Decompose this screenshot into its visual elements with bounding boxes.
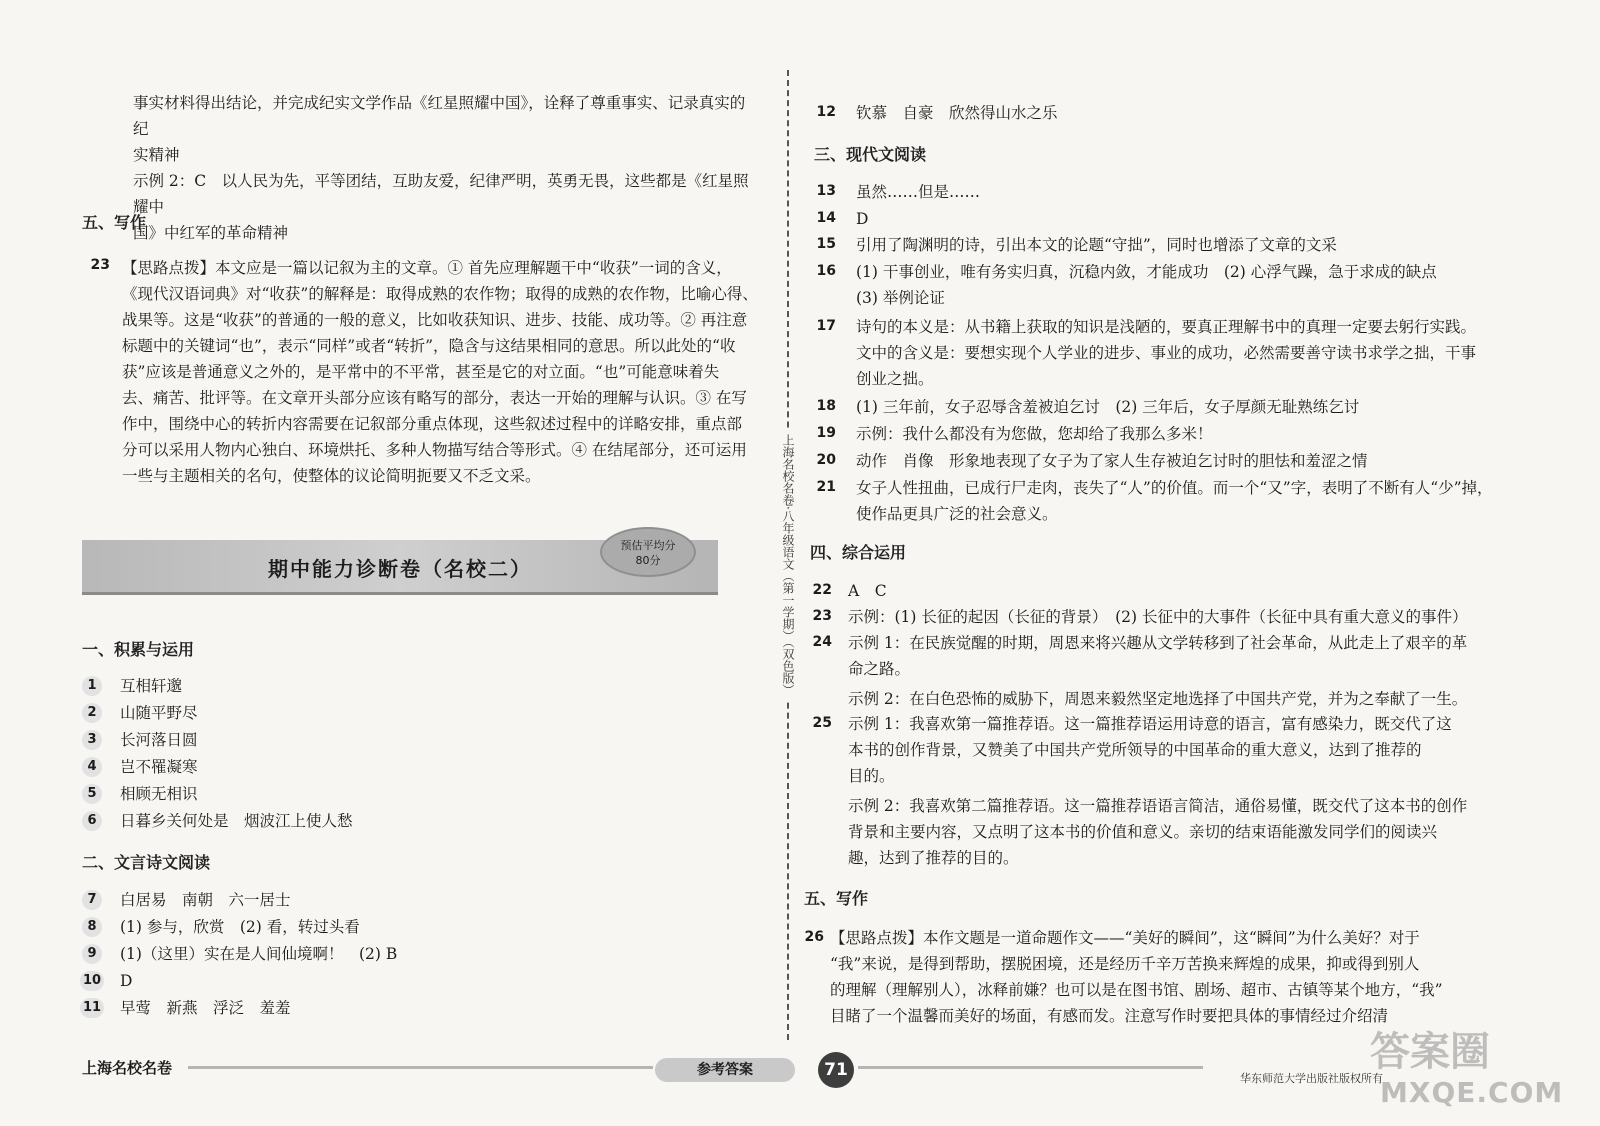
question-number: 26 xyxy=(804,929,824,945)
text-line: 动作 肖像 形象地表现了女子为了家人生存被迫乞讨时的胆怯和羞涩之情 xyxy=(856,452,1368,470)
answer-text xyxy=(856,206,1586,232)
answer-text xyxy=(856,232,1586,258)
text-line: 本书的创作背景，又赞美了中国共产党所领导的中国革命的重大意义，达到了推荐的 xyxy=(848,741,1422,759)
answer-text xyxy=(848,630,1588,712)
answer-text: D xyxy=(120,972,133,990)
text-line: 《现代汉语词典》对“收获”的解释是：取得成熟的农作物；取得的成熟的农作物，比喻心得、 xyxy=(122,285,758,303)
text-line: “我”来说，是得到帮助，摆脱困境，还是经历千辛万苦换来辉煌的成果，抑或得到别人 xyxy=(830,955,1420,973)
answer-text: 钦慕 自豪 欣然得山水之乐 xyxy=(856,104,1058,122)
answer-text: 早莺 新燕 浮泛 羞羞 xyxy=(120,999,291,1017)
watermark-url: MXQE.COM xyxy=(1380,1076,1564,1109)
text-line: 示例 2：在白色恐怖的威胁下，周恩来毅然坚定地选择了中国共产党，并为之奉献了一生。 xyxy=(848,690,1468,708)
site-watermark xyxy=(1370,1020,1590,1120)
section-heading: 二、文言诗文阅读 xyxy=(82,853,211,872)
answer-text: 互相轩邈 xyxy=(120,677,183,695)
text-line: 去、痛苦、批评等。在文章开头部分应该有略写的部分，表达一开始的理解与认识。③ 在写 xyxy=(122,389,747,407)
publisher-notice: 华东师范大学出版社版权所有 xyxy=(1240,1072,1383,1085)
question-number: 7 xyxy=(82,890,102,910)
section-heading: 一、积累与运用 xyxy=(82,640,195,659)
text-line: 创业之拙。 xyxy=(856,370,934,388)
answer-text xyxy=(848,578,1588,604)
text-line: 示例：(1) 长征的起因（长征的背景） (2) 长征中的大事件（长征中具有重大意义的事件） xyxy=(848,608,1468,626)
text-line: 获”应该是普通意义之外的，是平常中的不平常，甚至是它的对立面。“也”可能意味着失 xyxy=(122,363,720,381)
text-line: 示例 2：我喜欢第二篇推荐语。这一篇推荐语语言简洁，通俗易懂，既交代了这本书的创作 xyxy=(848,797,1468,815)
text-line: 女子人性扭曲，已成行尸走肉，丧失了“人”的价值。而一个“又”字，表明了不断有人“少”掉， xyxy=(856,479,1493,497)
question-number: 8 xyxy=(82,917,102,937)
page-number: 71 xyxy=(818,1052,854,1088)
answer-text: 相顾无相识 xyxy=(120,785,198,803)
text-line: 诗句的本义是：从书籍上获取的知识是浅陋的，要真正理解书中的真理一定要去躬行实践。 xyxy=(856,318,1477,336)
text-line: 的理解（理解别人），冰释前嫌？也可以是在图书馆、剧场、超市、古镇等某个地方，“我” xyxy=(830,981,1443,999)
text-line: 趣，达到了推荐的目的。 xyxy=(848,849,1019,867)
text-line: D xyxy=(856,210,869,228)
text-line: 文中的含义是：要想实现个人学业的进步、事业的成功，必然需要善守读书求学之拙，干事 xyxy=(856,344,1477,362)
average-score-badge xyxy=(600,527,696,577)
text-line: (1) 干事创业，唯有务实归真，沉稳内敛，才能成功 (2) 心浮气躁，急于求成的缺点 xyxy=(856,263,1437,281)
answer-text: 山随平野尽 xyxy=(120,704,198,722)
question-number: 6 xyxy=(82,811,102,831)
text-line: 目的。 xyxy=(848,767,895,785)
question-number: 12 xyxy=(816,104,836,120)
answer-text xyxy=(848,604,1588,630)
question-number: 19 xyxy=(816,425,836,441)
text-line: 使作品更具广泛的社会意义。 xyxy=(856,505,1058,523)
text-line: 一些与主题相关的名句，使整体的议论简明扼要又不乏文采。 xyxy=(122,467,541,485)
question-number: 5 xyxy=(82,784,102,804)
text-line: 标题中的关键词“也”，表示“同样”或者“转折”，隐含与这结果相同的意思。所以此处的“收 xyxy=(122,337,736,355)
text-line: (1) 三年前，女子忍辱含羞被迫乞讨 (2) 三年后，女子厚颜无耻熟练乞讨 xyxy=(856,398,1360,416)
text-line: A C xyxy=(848,582,887,600)
text-line: 示例 1：在民族觉醒的时期，周恩来将兴趣从文学转移到了社会革命，从此走上了艰辛的革 xyxy=(848,634,1468,652)
question-number: 23 xyxy=(812,608,832,624)
text-line: 示例 1：我喜欢第一篇推荐语。这一篇推荐语运用诗意的语言，富有感染力，既交代了这 xyxy=(848,715,1452,733)
question-number: 11 xyxy=(80,998,104,1018)
question-number: 21 xyxy=(816,479,836,495)
answer-text: (1) 参与，欣赏 (2) 看，转过头看 xyxy=(120,918,360,936)
answer-text xyxy=(856,179,1586,205)
question-number: 24 xyxy=(812,634,832,650)
answer-text: 白居易 南朝 六一居士 xyxy=(120,891,291,909)
text-line: 【思路点拨】本文应是一篇以记叙为主的文章。① 首先应理解题干中“收获”一词的含义， xyxy=(122,259,732,277)
question-number: 2 xyxy=(82,703,102,723)
answer-text xyxy=(856,394,1586,420)
text-line: 目睹了一个温馨而美好的场面，有感而发。注意写作时要把具体的事情经过介绍清 xyxy=(830,1007,1389,1025)
text-line: 背景和主要内容，又点明了这本书的价值和意义。亲切的结束语能激发同学们的阅读兴 xyxy=(848,823,1438,841)
text-line: 分可以采用人物内心独白、环境烘托、多种人物描写结合等形式。④ 在结尾部分，还可运用 xyxy=(122,441,747,459)
answer-text: 长河落日圆 xyxy=(120,731,198,749)
answer-text: (1)（这里）实在是人间仙境啊！ (2) B xyxy=(120,945,398,963)
answer-text xyxy=(848,711,1588,871)
text-line: 虽然……但是…… xyxy=(856,183,981,201)
exam-title: 期中能力诊断卷（名校二） xyxy=(268,557,532,581)
text-line: 战果等。这是“收获”的普通的一般的意义，比如收获知识、进步、技能、成功等。② 再注意 xyxy=(122,311,748,329)
footer-rule xyxy=(188,1066,653,1069)
answer-text xyxy=(856,421,1586,447)
question-number: 25 xyxy=(812,715,832,731)
question-number: 23 xyxy=(90,257,110,273)
text-line: 命之路。 xyxy=(848,660,911,678)
answer-text: 日暮乡关何处是 烟波江上使人愁 xyxy=(120,812,353,830)
question-number: 13 xyxy=(816,183,836,199)
question-number: 9 xyxy=(82,944,102,964)
text-line: (3) 举例论证 xyxy=(856,289,945,307)
intro-paragraph xyxy=(133,90,753,246)
q23-answer xyxy=(122,255,762,489)
text-line: 事实材料得出结论，并完成纪实文学作品《红星照耀中国》，诠释了尊重事实、记录真实的纪 xyxy=(133,94,746,138)
watermark-logo: 答案圈 xyxy=(1370,1029,1490,1075)
question-number: 1 xyxy=(82,676,102,696)
text-line: 实精神 xyxy=(133,146,180,164)
answer-text: 岂不罹凝寒 xyxy=(120,758,198,776)
question-number: 3 xyxy=(82,730,102,750)
text-line: 国》中红军的革命精神 xyxy=(133,224,289,242)
section-heading: 四、综合运用 xyxy=(810,543,907,562)
footer-brand: 上海名校名卷 xyxy=(82,1059,173,1077)
text-line: 作中，围绕中心的转折内容需要在记叙部分重点体现，这些叙述过程中的详略安排，重点部 xyxy=(122,415,743,433)
text-line: 引用了陶渊明的诗，引出本文的论题“守拙”，同时也增添了文章的文采 xyxy=(856,236,1337,254)
question-number: 17 xyxy=(816,318,836,334)
section-heading: 三、现代文阅读 xyxy=(814,145,927,164)
question-number: 15 xyxy=(816,236,836,252)
question-number: 22 xyxy=(812,582,832,598)
question-number: 16 xyxy=(816,263,836,279)
question-number: 4 xyxy=(82,757,102,777)
badge-score: 80分 xyxy=(635,554,661,567)
text-line: 【思路点拨】本作文题是一道命题作文——“美好的瞬间”，这“瞬间”为什么美好？对于 xyxy=(830,929,1420,947)
badge-label: 预估平均分 xyxy=(620,539,676,552)
text-line: 示例：我什么都没有为您做，您却给了我那么多米！ xyxy=(856,425,1213,443)
text-line: 示例 2：C 以人民为先，平等团结，互助友爱，纪律严明，英勇无畏，这些都是《红星照耀中 xyxy=(133,172,749,216)
answer-text xyxy=(856,314,1586,392)
footer-rule xyxy=(858,1066,1203,1069)
question-number: 18 xyxy=(816,398,836,414)
question-number: 10 xyxy=(80,971,104,991)
question-number: 14 xyxy=(816,210,836,226)
footer-section-label: 参考答案 xyxy=(655,1058,795,1082)
answer-text xyxy=(856,475,1586,527)
section-heading: 五、写作 xyxy=(804,889,869,908)
answer-text xyxy=(856,448,1586,474)
answer-text xyxy=(856,259,1586,311)
right-page xyxy=(790,0,1600,1126)
section-heading: 五、写作 xyxy=(82,213,147,232)
spine-label: 上海名校名卷·八年级语文（第一学期）（双色版） xyxy=(779,430,797,700)
answer-text xyxy=(830,925,1590,1029)
question-number: 20 xyxy=(816,452,836,468)
